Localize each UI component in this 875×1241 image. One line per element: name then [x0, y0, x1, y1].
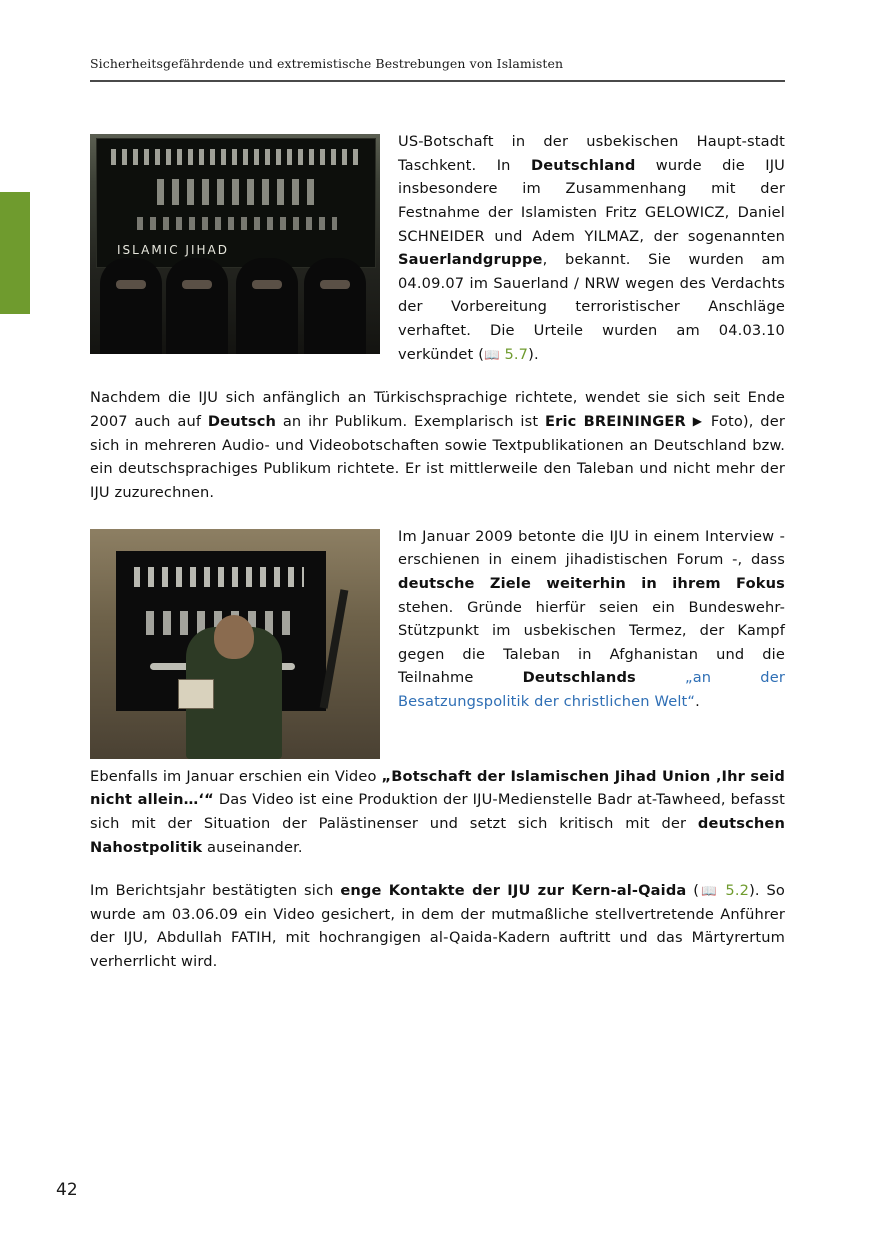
p3-bold2: Deutschlands — [522, 669, 636, 687]
p2-part1: Nachdem die IJU sich anfänglich an Türkischsprachige richtete, wendet sie sich seit Ende 2007 auch auf — [90, 389, 785, 431]
chapter-tab-marker — [0, 192, 30, 314]
banner-graphic — [96, 138, 376, 268]
paragraph-2 — [90, 386, 785, 504]
cross-reference-5-2-label: 5.2 — [725, 882, 750, 900]
p3-part2: stehen. Gründe hierfür seien ein Bundeswehr-Stützpunkt im usbekischen Termez, der Kampf gegen die Taleban in Afghanistan und die Teilnahme — [398, 598, 785, 687]
p4-part3: auseinander. — [202, 838, 303, 856]
p3-part3: . — [695, 693, 700, 711]
p4-part2: Das Video ist eine Produktion der IJU-Medienstelle Badr at-Tawheed, befasst sich mit der Situation der Palästinenser und setzt sich kritisch mit der — [90, 791, 785, 832]
cross-reference-5-7[interactable] — [484, 346, 528, 363]
page-content — [90, 130, 785, 974]
p4-bold2: deutschen Nahostpolitik — [90, 814, 785, 856]
p5-bold1: enge Kontakte der IJU zur Kern-al-Qaida — [340, 882, 687, 900]
p2-part3: Foto), der sich in mehreren Audio- und Videobotschaften sowie Textpublikationen an Deutschland bzw. ein deutschsprachiges Publikum richtete. Er ist mittlerweile den Taleban und nicht mehr der IJU zuzurechnen. — [90, 413, 785, 501]
p3-bold1: deutsche Ziele weiterhin in ihrem Fokus — [398, 574, 785, 592]
p2-bold1: Deutsch — [207, 413, 277, 431]
running-header: Sicherheitsgefährdende und extremistische Bestrebungen von Islamisten — [90, 56, 564, 71]
p1-bold1: Deutschland — [530, 156, 636, 174]
book-icon: 📖 — [484, 346, 500, 362]
p5-part3: ). So wurde am 03.06.09 ein Video gesichert, in dem der mutmaßliche stellvertretende Anführer der IJU, Abdullah FATIH, mit hochrangigen al-Qaida-Kadern auftritt und das Märtyrertum verherrlicht wird. — [90, 882, 785, 971]
p1-part4: ). — [528, 345, 539, 363]
page-number: 42 — [56, 1180, 78, 1200]
paragraph-4 — [90, 765, 785, 860]
figure-breininger-photo — [90, 529, 380, 759]
header-divider — [90, 80, 785, 82]
p5-part1: Im Berichtsjahr bestätigten sich — [90, 882, 341, 900]
cross-reference-5-7-label: 5.7 — [504, 345, 529, 363]
book-icon: 📖 — [699, 883, 719, 899]
p2-part2: an ihr Publikum. Exemplarisch ist — [276, 413, 545, 431]
p1-part1: US-Botschaft in der usbekischen Haupt-stadt Taschkent. In — [398, 133, 785, 174]
p4-bold1: „Botschaft der Islamischen Jihad Union ‚Ihr seid nicht allein…‘“ — [90, 767, 785, 809]
p1-part3: , bekannt. Sie wurden am 04.09.07 im Sauerland / NRW wegen des Verdachts der Vorbereitung terroristischer Anschläge verhaftet. Die Urteile wurden am 04.03.10 verkündet ( — [398, 251, 785, 363]
banner-label: ISLAMIC JIHAD — [117, 243, 229, 257]
p2-bold2: Eric BREININGER — [544, 413, 686, 431]
figure-ijr-banner-photo — [90, 134, 380, 354]
paragraph-5 — [90, 879, 785, 974]
p4-part1: Ebenfalls im Januar erschien ein Video — [90, 767, 382, 785]
p1-bold2: Sauerlandgruppe — [398, 251, 543, 269]
p1-part2: wurde die IJU insbesondere im Zusammenhang mit der Festnahme der Islamisten Fritz GELOWICZ, Daniel SCHNEIDER und Adem YILMAZ, der sogenannten — [398, 156, 785, 245]
p3-part1: Im Januar 2009 betonte die IJU in einem Interview - erschienen in einem jihadistischen Forum -, dass — [398, 527, 785, 569]
p5-part2: ( — [686, 882, 700, 900]
p3-quote: „an der Besatzungspolitik der christlichen Welt“ — [398, 669, 785, 711]
photo-pointer-icon: ▶ — [692, 414, 705, 429]
cross-reference-5-2[interactable] — [699, 882, 749, 899]
